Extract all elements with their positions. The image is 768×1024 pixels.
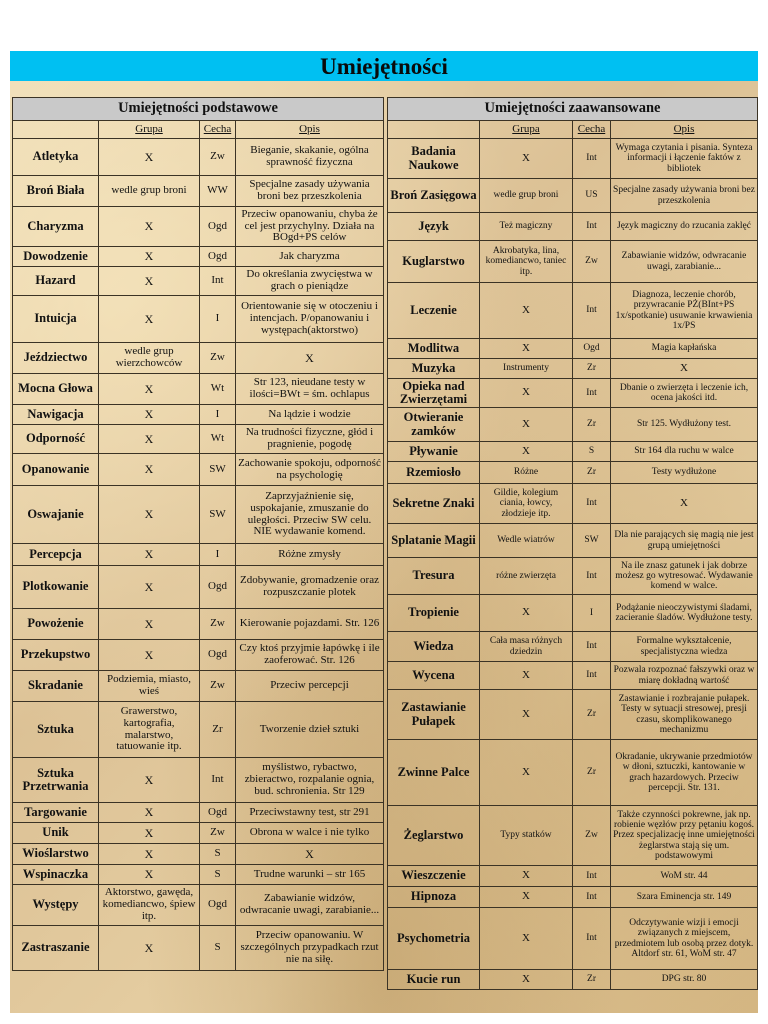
skill-trait: S [200, 926, 236, 971]
skill-trait: Ogd [200, 566, 236, 609]
skill-description: Str 125. Wydłużony test. [611, 408, 758, 442]
skill-name: Sztuka [13, 702, 99, 758]
skill-description: X [611, 359, 758, 379]
table-row [388, 462, 758, 484]
skill-description: Zdobywanie, gromadzenie oraz rozpuszczanie plotek [236, 566, 384, 609]
skill-description: Szara Eminencja str. 149 [611, 887, 758, 908]
skill-description: Testy wydłużone [611, 462, 758, 484]
skill-name: Badania Naukowe [388, 139, 480, 179]
table-row [388, 524, 758, 558]
skill-trait: Zr [573, 690, 611, 740]
skill-trait: S [573, 442, 611, 462]
skill-group: Aktorstwo, gawęda, komediancwo, śpiew itp. [99, 885, 200, 926]
skill-trait: I [200, 544, 236, 566]
skill-description: Pozwala rozpoznać fałszywki oraz w miarę dokładną wartość [611, 662, 758, 690]
skill-group: X [480, 662, 573, 690]
skill-description: Formalne wykształcenie, specjalistyczna wiedza [611, 632, 758, 662]
skill-group: X [99, 566, 200, 609]
table-row [388, 662, 758, 690]
skill-name: Żeglarstwo [388, 806, 480, 866]
skill-description: Tworzenie dzieł sztuki [236, 702, 384, 758]
table-row [388, 690, 758, 740]
page-title: Umiejętności [10, 51, 758, 81]
table-row [388, 283, 758, 339]
table-row [13, 544, 384, 566]
skill-description: X [611, 484, 758, 524]
skill-description: Różne zmysły [236, 544, 384, 566]
skill-name: Nawigacja [13, 405, 99, 425]
skill-group: X [99, 405, 200, 425]
skill-trait: Zw [573, 806, 611, 866]
skill-name: Psychometria [388, 908, 480, 970]
table-row [13, 609, 384, 640]
skill-trait: Zw [200, 139, 236, 176]
table-row [388, 887, 758, 908]
skill-description: DPG str. 80 [611, 970, 758, 990]
skill-name: Muzyka [388, 359, 480, 379]
skill-trait: Zw [200, 343, 236, 374]
skill-trait: Ogd [200, 803, 236, 823]
skill-name: Modlitwa [388, 339, 480, 359]
skill-name: Intuicja [13, 296, 99, 343]
skill-trait: Int [573, 632, 611, 662]
skill-group: X [99, 544, 200, 566]
table-row [388, 139, 758, 179]
skill-description: Podążanie nieoczywistymi śladami, zacieranie śladów. Wydłużone testy. [611, 595, 758, 632]
table-row [13, 374, 384, 405]
table-row [388, 970, 758, 990]
skill-trait: I [200, 405, 236, 425]
skill-group: X [480, 339, 573, 359]
skill-name: Opanowanie [13, 454, 99, 486]
skill-group: X [480, 908, 573, 970]
basic-skills-table [12, 97, 384, 971]
basic-skills-heading: Umiejętności podstawowe [13, 98, 384, 121]
skill-trait: Zr [573, 359, 611, 379]
table-row [388, 179, 758, 213]
skill-group: X [480, 595, 573, 632]
table-row [13, 566, 384, 609]
skill-description: Specjalne zasady używania broni bez przeszkolenia [611, 179, 758, 213]
skill-name: Zastawianie Pułapek [388, 690, 480, 740]
advanced-skills-table [387, 97, 758, 990]
skill-name: Rzemiosło [388, 462, 480, 484]
table-row [388, 558, 758, 595]
skill-name: Zwinne Palce [388, 740, 480, 806]
col-name-header [13, 121, 99, 139]
skill-name: Mocna Głowa [13, 374, 99, 405]
skill-group: X [480, 690, 573, 740]
table-row [13, 425, 384, 454]
skill-group: X [480, 740, 573, 806]
skill-trait: Int [573, 662, 611, 690]
skill-group: X [99, 207, 200, 247]
skill-name: Język [388, 213, 480, 241]
skill-trait: I [573, 595, 611, 632]
skill-group: wedle grup broni [99, 176, 200, 207]
skill-trait: Zw [200, 823, 236, 844]
table-row [388, 379, 758, 408]
skill-name: Tropienie [388, 595, 480, 632]
skill-name: Przekupstwo [13, 640, 99, 671]
table-row [388, 339, 758, 359]
skill-group: X [99, 926, 200, 971]
skill-description: Diagnoza, leczenie chorób, przywracanie PŻ(BInt+PS 1x/spotkanie) usuwanie krwawienia 1x/PS [611, 283, 758, 339]
skill-group: X [99, 139, 200, 176]
skill-group: X [480, 887, 573, 908]
skill-trait: Int [573, 866, 611, 887]
skill-name: Leczenie [388, 283, 480, 339]
skill-trait: Ogd [200, 247, 236, 267]
skill-description: Magia kapłańska [611, 339, 758, 359]
skill-trait: Int [573, 379, 611, 408]
col-name-header [388, 121, 480, 139]
skill-trait: Ogd [573, 339, 611, 359]
table-row [13, 486, 384, 544]
table-row [13, 671, 384, 702]
table-row [388, 595, 758, 632]
skill-name: Wycena [388, 662, 480, 690]
table-row [13, 454, 384, 486]
skill-trait: Int [573, 908, 611, 970]
skill-trait: Int [573, 213, 611, 241]
table-row [388, 213, 758, 241]
skill-trait: Int [200, 758, 236, 803]
table-row [13, 803, 384, 823]
skill-group: X [99, 865, 200, 885]
skill-name: Wspinaczka [13, 865, 99, 885]
skill-description: Dbanie o zwierzęta i leczenie ich, ocena jakości itd. [611, 379, 758, 408]
table-row [388, 866, 758, 887]
skill-name: Kucie run [388, 970, 480, 990]
table-row [13, 758, 384, 803]
skill-name: Percepcja [13, 544, 99, 566]
table-row [13, 207, 384, 247]
skill-name: Opieka nad Zwierzętami [388, 379, 480, 408]
skill-trait: Zw [573, 241, 611, 283]
skill-name: Unik [13, 823, 99, 844]
skill-trait: Int [573, 283, 611, 339]
skill-name: Tresura [388, 558, 480, 595]
skill-name: Zastraszanie [13, 926, 99, 971]
skill-name: Powożenie [13, 609, 99, 640]
skill-group: X [480, 408, 573, 442]
skill-name: Dowodzenie [13, 247, 99, 267]
skill-group: X [99, 454, 200, 486]
skill-trait: S [200, 865, 236, 885]
skill-group: X [99, 823, 200, 844]
skill-description: Przeciw opanowaniu, chyba że cel jest przychylny. Działa na BOgd+PS celów [236, 207, 384, 247]
skill-description: Specjalne zasady używania broni bez przeszkolenia [236, 176, 384, 207]
skill-group: wedle grup wierzchowców [99, 343, 200, 374]
col-trait-header: Cecha [573, 121, 611, 139]
table-row [13, 885, 384, 926]
table-row [13, 823, 384, 844]
skill-group: X [99, 267, 200, 296]
skill-name: Targowanie [13, 803, 99, 823]
skill-trait: Zr [573, 462, 611, 484]
skill-trait: Zw [200, 671, 236, 702]
skill-name: Splatanie Magii [388, 524, 480, 558]
skill-name: Sztuka Przetrwania [13, 758, 99, 803]
skill-description: Zachowanie spokoju, odporność na psychologię [236, 454, 384, 486]
skill-trait: Zw [200, 609, 236, 640]
skill-group: X [99, 374, 200, 405]
skill-group: X [99, 425, 200, 454]
table-row [388, 908, 758, 970]
skill-group: X [99, 758, 200, 803]
table-row [13, 139, 384, 176]
skill-name: Otwieranie zamków [388, 408, 480, 442]
skill-name: Oswajanie [13, 486, 99, 544]
skill-group: Grawerstwo, kartografia, malarstwo, tatuowanie itp. [99, 702, 200, 758]
col-desc-header: Opis [236, 121, 384, 139]
table-row [13, 844, 384, 865]
skill-trait: Zr [573, 970, 611, 990]
skill-description: Wymaga czytania i pisania. Synteza informacji i łączenie faktów z bibliotek [611, 139, 758, 179]
skill-trait: SW [200, 486, 236, 544]
skill-name: Sekretne Znaki [388, 484, 480, 524]
skill-group: wedle grup broni [480, 179, 573, 213]
skill-trait: SW [200, 454, 236, 486]
skill-description: Także czynności pokrewne, jak np. robienie węzłów przy pętaniu kogoś. Przez specjalizację inne umiejętności żeglarstwa stają się um. podstawowymi [611, 806, 758, 866]
skill-group: X [480, 442, 573, 462]
skill-name: Pływanie [388, 442, 480, 462]
skill-description: Zaprzyjaźnienie się, uspokajanie, zmuszanie do uległości. Przeciw SW celu. NIE wydawanie komend. [236, 486, 384, 544]
skill-group: X [99, 296, 200, 343]
skill-description: Orientowanie się w otoczeniu i intencjach. P/opanowaniu i występach(aktorstwo) [236, 296, 384, 343]
skill-description: WoM str. 44 [611, 866, 758, 887]
table-row [388, 442, 758, 462]
skill-trait: Int [573, 887, 611, 908]
skill-group: Akrobatyka, lina, komediancwo, taniec itp. [480, 241, 573, 283]
skill-trait: WW [200, 176, 236, 207]
skill-description: X [236, 343, 384, 374]
skill-name: Skradanie [13, 671, 99, 702]
skill-group: X [480, 970, 573, 990]
skill-group: X [99, 803, 200, 823]
col-trait-header: Cecha [200, 121, 236, 139]
skill-trait: Zr [200, 702, 236, 758]
skill-description: Zabawianie widzów, odwracanie uwagi, zarabianie... [236, 885, 384, 926]
table-row [388, 740, 758, 806]
col-desc-header: Opis [611, 121, 758, 139]
table-row [13, 267, 384, 296]
skill-group: X [99, 247, 200, 267]
table-row [13, 926, 384, 971]
skill-group: X [99, 486, 200, 544]
skill-group: różne zwierzęta [480, 558, 573, 595]
skill-group: Podziemia, miasto, wieś [99, 671, 200, 702]
table-row [388, 806, 758, 866]
skill-description: Bieganie, skakanie, ogólna sprawność fizyczna [236, 139, 384, 176]
skill-group: X [480, 379, 573, 408]
skill-name: Broń Biała [13, 176, 99, 207]
table-row [13, 865, 384, 885]
skill-name: Występy [13, 885, 99, 926]
skill-group: Też magiczny [480, 213, 573, 241]
skill-trait: S [200, 844, 236, 865]
advanced-skills-heading: Umiejętności zaawansowane [388, 98, 758, 121]
skill-group: Różne [480, 462, 573, 484]
skill-description: myślistwo, rybactwo, zbieractwo, rozpalanie ognia, bud. schronienia. Str 129 [236, 758, 384, 803]
skill-description: Str 123, nieudane testy w ilości=BWt = śm. ochlapus [236, 374, 384, 405]
table-row [13, 176, 384, 207]
skill-trait: Int [200, 267, 236, 296]
skill-group: Wedle wiatrów [480, 524, 573, 558]
skill-group: Typy statków [480, 806, 573, 866]
skill-name: Jeździectwo [13, 343, 99, 374]
skill-description: Na lądzie i wodzie [236, 405, 384, 425]
skill-trait: US [573, 179, 611, 213]
skill-description: Jak charyzma [236, 247, 384, 267]
skill-group: Gildie, kolegium ciania, łowcy, złodzieje itp. [480, 484, 573, 524]
skill-group: X [99, 609, 200, 640]
skill-description: Trudne warunki – str 165 [236, 865, 384, 885]
table-row [13, 343, 384, 374]
skill-description: Zastawianie i rozbrajanie pułapek. Testy w sytuacji stresowej, presji czasu, skomplikowanego mechanizmu [611, 690, 758, 740]
skill-description: Kierowanie pojazdami. Str. 126 [236, 609, 384, 640]
skill-description: Zabawianie widzów, odwracanie uwagi, zarabianie... [611, 241, 758, 283]
skill-name: Wieszczenie [388, 866, 480, 887]
skill-trait: Zr [573, 408, 611, 442]
skill-name: Odporność [13, 425, 99, 454]
skill-group: X [99, 640, 200, 671]
skill-name: Hipnoza [388, 887, 480, 908]
skill-trait: Zr [573, 740, 611, 806]
table-row [388, 359, 758, 379]
skill-description: Do określania zwycięstwa w grach o pieniądze [236, 267, 384, 296]
skill-name: Wiedza [388, 632, 480, 662]
skill-group: Instrumenty [480, 359, 573, 379]
skill-description: Przeciwstawny test, str 291 [236, 803, 384, 823]
skill-group: X [99, 844, 200, 865]
skill-description: Przeciw opanowaniu. W szczególnych przypadkach rzut nie na siłę. [236, 926, 384, 971]
skill-trait: I [200, 296, 236, 343]
skill-description: Na trudności fizyczne, głód i pragnienie, pogodę [236, 425, 384, 454]
skill-trait: Int [573, 484, 611, 524]
skill-group: Cała masa różnych dziedzin [480, 632, 573, 662]
skill-name: Atletyka [13, 139, 99, 176]
skill-trait: SW [573, 524, 611, 558]
skill-description: Dla nie parających się magią nie jest grupą umiejętności [611, 524, 758, 558]
skill-description: Na ile znasz gatunek i jak dobrze możesz go wytresować. Wydawanie komend w walce. [611, 558, 758, 595]
skill-group: X [480, 139, 573, 179]
skills-sheet [10, 51, 758, 1013]
skill-description: Język magiczny do rzucania zaklęć [611, 213, 758, 241]
skill-description: Przeciw percepcji [236, 671, 384, 702]
table-row [13, 405, 384, 425]
skill-group: X [480, 283, 573, 339]
skill-name: Plotkowanie [13, 566, 99, 609]
skill-trait: Int [573, 558, 611, 595]
skill-trait: Ogd [200, 640, 236, 671]
skill-name: Broń Zasięgowa [388, 179, 480, 213]
table-row [13, 640, 384, 671]
skill-description: Odczytywanie wizji i emocji związanych z miejscem, przedmiotem lub osobą przez dotyk. Altdorf str. 61, WoM str. 47 [611, 908, 758, 970]
skill-description: Czy ktoś przyjmie łapówkę i ile zaoferować. Str. 126 [236, 640, 384, 671]
skill-name: Kuglarstwo [388, 241, 480, 283]
table-row [388, 241, 758, 283]
skill-name: Wioślarstwo [13, 844, 99, 865]
col-group-header: Grupa [99, 121, 200, 139]
skill-name: Charyzma [13, 207, 99, 247]
table-row [388, 408, 758, 442]
skill-description: Obrona w walce i nie tylko [236, 823, 384, 844]
skill-trait: Wt [200, 374, 236, 405]
table-row [13, 702, 384, 758]
col-group-header: Grupa [480, 121, 573, 139]
skill-description: X [236, 844, 384, 865]
table-row [388, 484, 758, 524]
skill-description: Okradanie, ukrywanie przedmiotów w dłoni, sztuczki, kantowanie w grach hazardowych. Przeciw percepcji. Str. 131. [611, 740, 758, 806]
skill-name: Hazard [13, 267, 99, 296]
table-row [13, 296, 384, 343]
skill-group: X [480, 866, 573, 887]
skill-trait: Wt [200, 425, 236, 454]
table-row [388, 632, 758, 662]
skill-trait: Ogd [200, 207, 236, 247]
skill-trait: Ogd [200, 885, 236, 926]
skill-description: Str 164 dla ruchu w walce [611, 442, 758, 462]
table-row [13, 247, 384, 267]
skill-trait: Int [573, 139, 611, 179]
